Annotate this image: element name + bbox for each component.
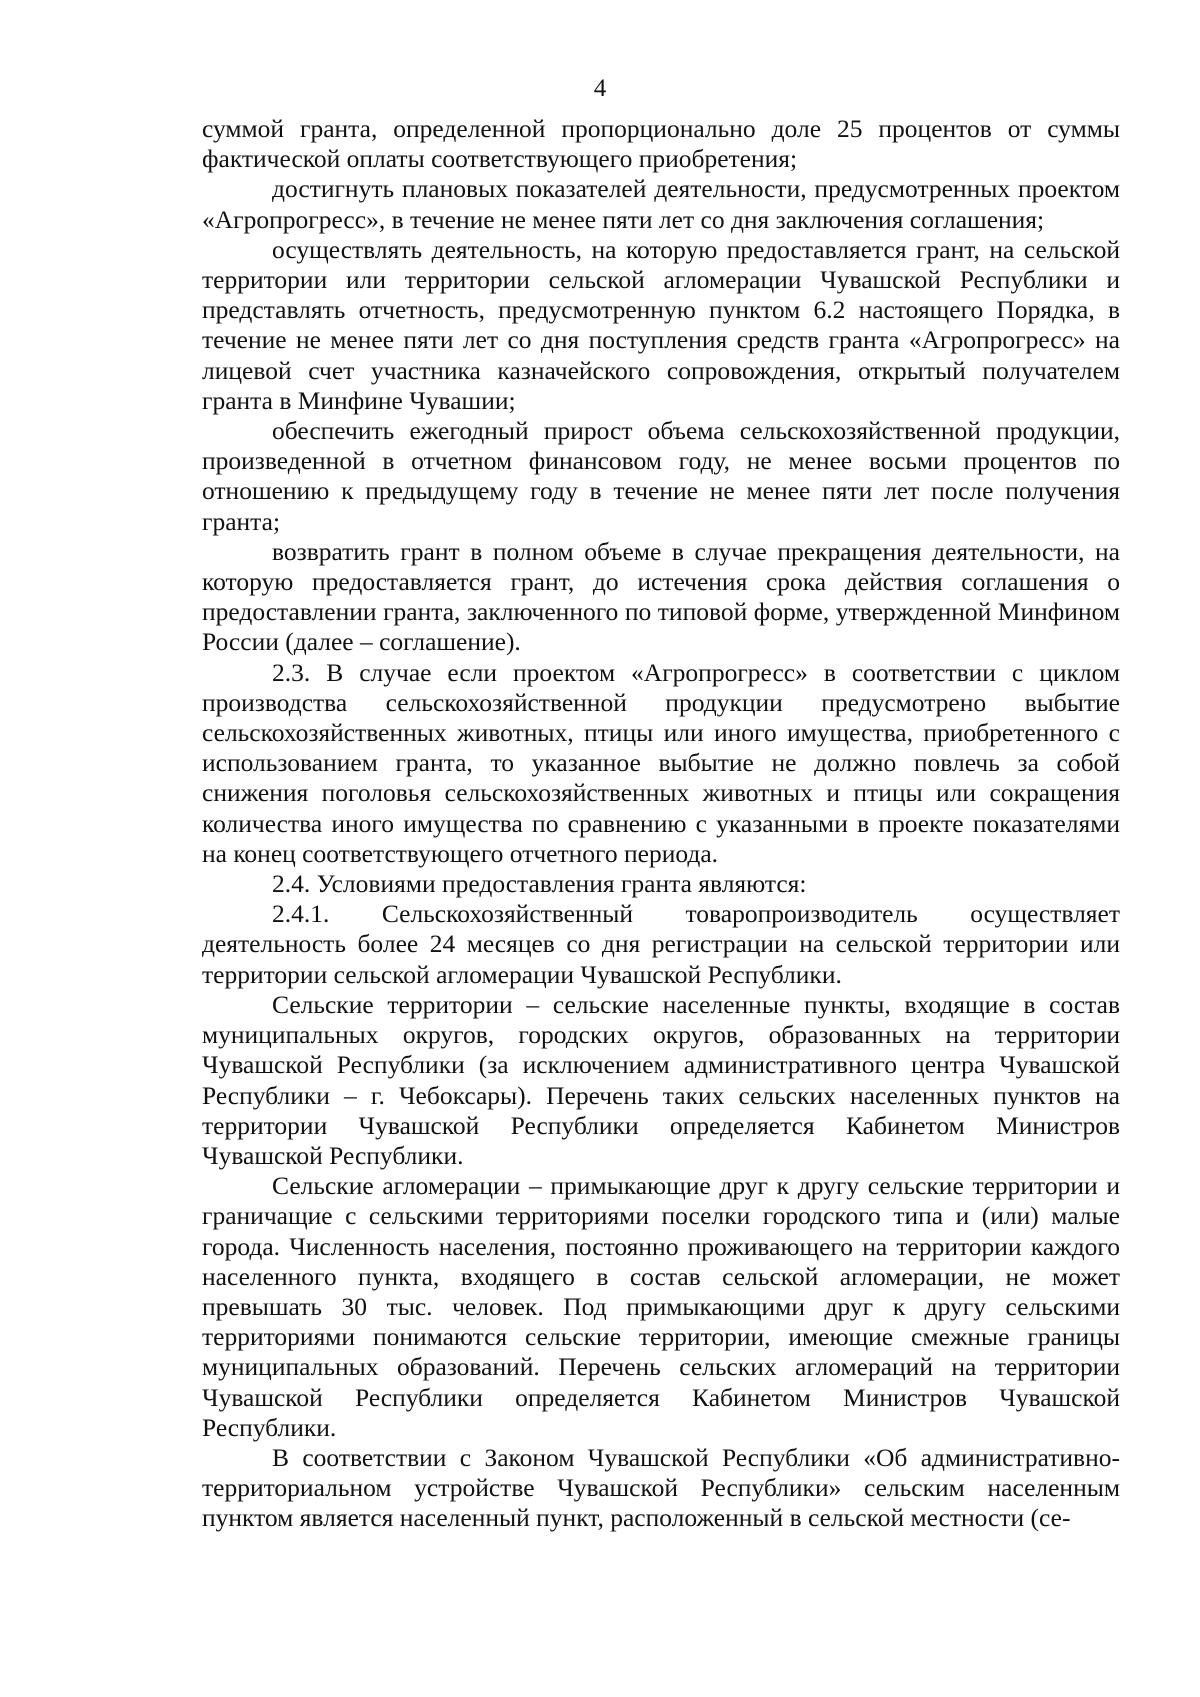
paragraph-carry-out-activity: осуществлять деятельность, на которую предоставляется грант, на сельской территории или территории сельской агломерации Чувашской Республики и представлять отчетность, предусмотренную пунктом 6.2 настоящего Порядка, в течение не менее пяти лет со дня поступления средств гранта «Агропрогресс» на лицевой счет участника казначейского сопровождения, открытый получателем гранта в Минфине Чувашии; — [202, 234, 1120, 415]
paragraph-2-4: 2.4. Условиями предоставления гранта являются: — [272, 869, 807, 899]
paragraph-return-grant: возвратить грант в полном объеме в случае прекращения деятельности, на которую предоставляется грант, до истечения срока действия соглашения о предоставлении гранта, заключенного по типовой форме, утвержденной Минфином России (далее – соглашение). — [202, 536, 1120, 657]
paragraph-2-4-1: 2.4.1. Сельскохозяйственный товаропроизводитель осуществляет деятельность более 24 месяцев со дня регистрации на сельской территории или территории сельской агломерации Чувашской Республики. — [202, 899, 1120, 989]
paragraph-2-3: 2.3. В случае если проектом «Агропрогресс» в соответствии с циклом производства сельскохозяйственной продукции предусмотрено выбытие сельскохозяйственных животных, птицы или иного имущества, приобретенного с использованием гранта, то указанное выбытие не должно повлечь за собой снижения поголовья сельскохозяйственных животных и птицы или сокращения количества иного имущества по сравнению с указанными в проекте показателями на конец соответствующего отчетного периода. — [202, 657, 1120, 868]
paragraph-grant-share-continuation: суммой гранта, определенной пропорционально доле 25 процентов от суммы фактической оплаты соответствующего приобретения; — [202, 114, 1120, 174]
paragraph-rural-agglomerations: Сельские агломерации – примыкающие друг к другу сельские территории и граничащие с сельскими территориями поселки городского типа и (или) малые города. Численность населения, постоянно проживающего на территории каждого населенного пункта, входящего в состав сельской агломерации, не может превышать 30 тыс. человек. Под примыкающими друг к другу сельскими территориями понимаются сельские территории, имеющие смежные границы муниципальных образований. Перечень сельских агломераций на территории Чувашской Республики определяется Кабинетом Министров Чувашской Республики. — [202, 1171, 1120, 1442]
paragraph-annual-growth: обеспечить ежегодный прирост объема сельскохозяйственной продукции, произведенной в отчетном финансовом году, не менее восьми процентов по отношению к предыдущему году в течение не менее пяти лет после получения гранта; — [202, 416, 1120, 536]
document-body — [202, 114, 1120, 1534]
page-number: 4 — [593, 75, 607, 102]
paragraph-achieve-targets: достигнуть плановых показателей деятельности, предусмотренных проектом «Агропрогресс», в течение не менее пяти лет со дня заключения соглашения; — [202, 174, 1120, 234]
paragraph-rural-territories: Сельские территории – сельские населенные пункты, входящие в состав муниципальных округов, городских округов, образованных на территории Чувашской Республики (за исключением административного центра Чувашской Республики – г. Чебоксары). Перечень таких сельских населенных пунктов на территории Чувашской Республики определяется Кабинетом Министров Чувашской Республики. — [202, 989, 1120, 1170]
paragraph-law-reference: В соответствии с Законом Чувашской Республики «Об административно-территориальном устройстве Чувашской Республики» сельским населенным пунктом является населенный пункт, расположенный в сельской местности (се- — [202, 1442, 1120, 1533]
